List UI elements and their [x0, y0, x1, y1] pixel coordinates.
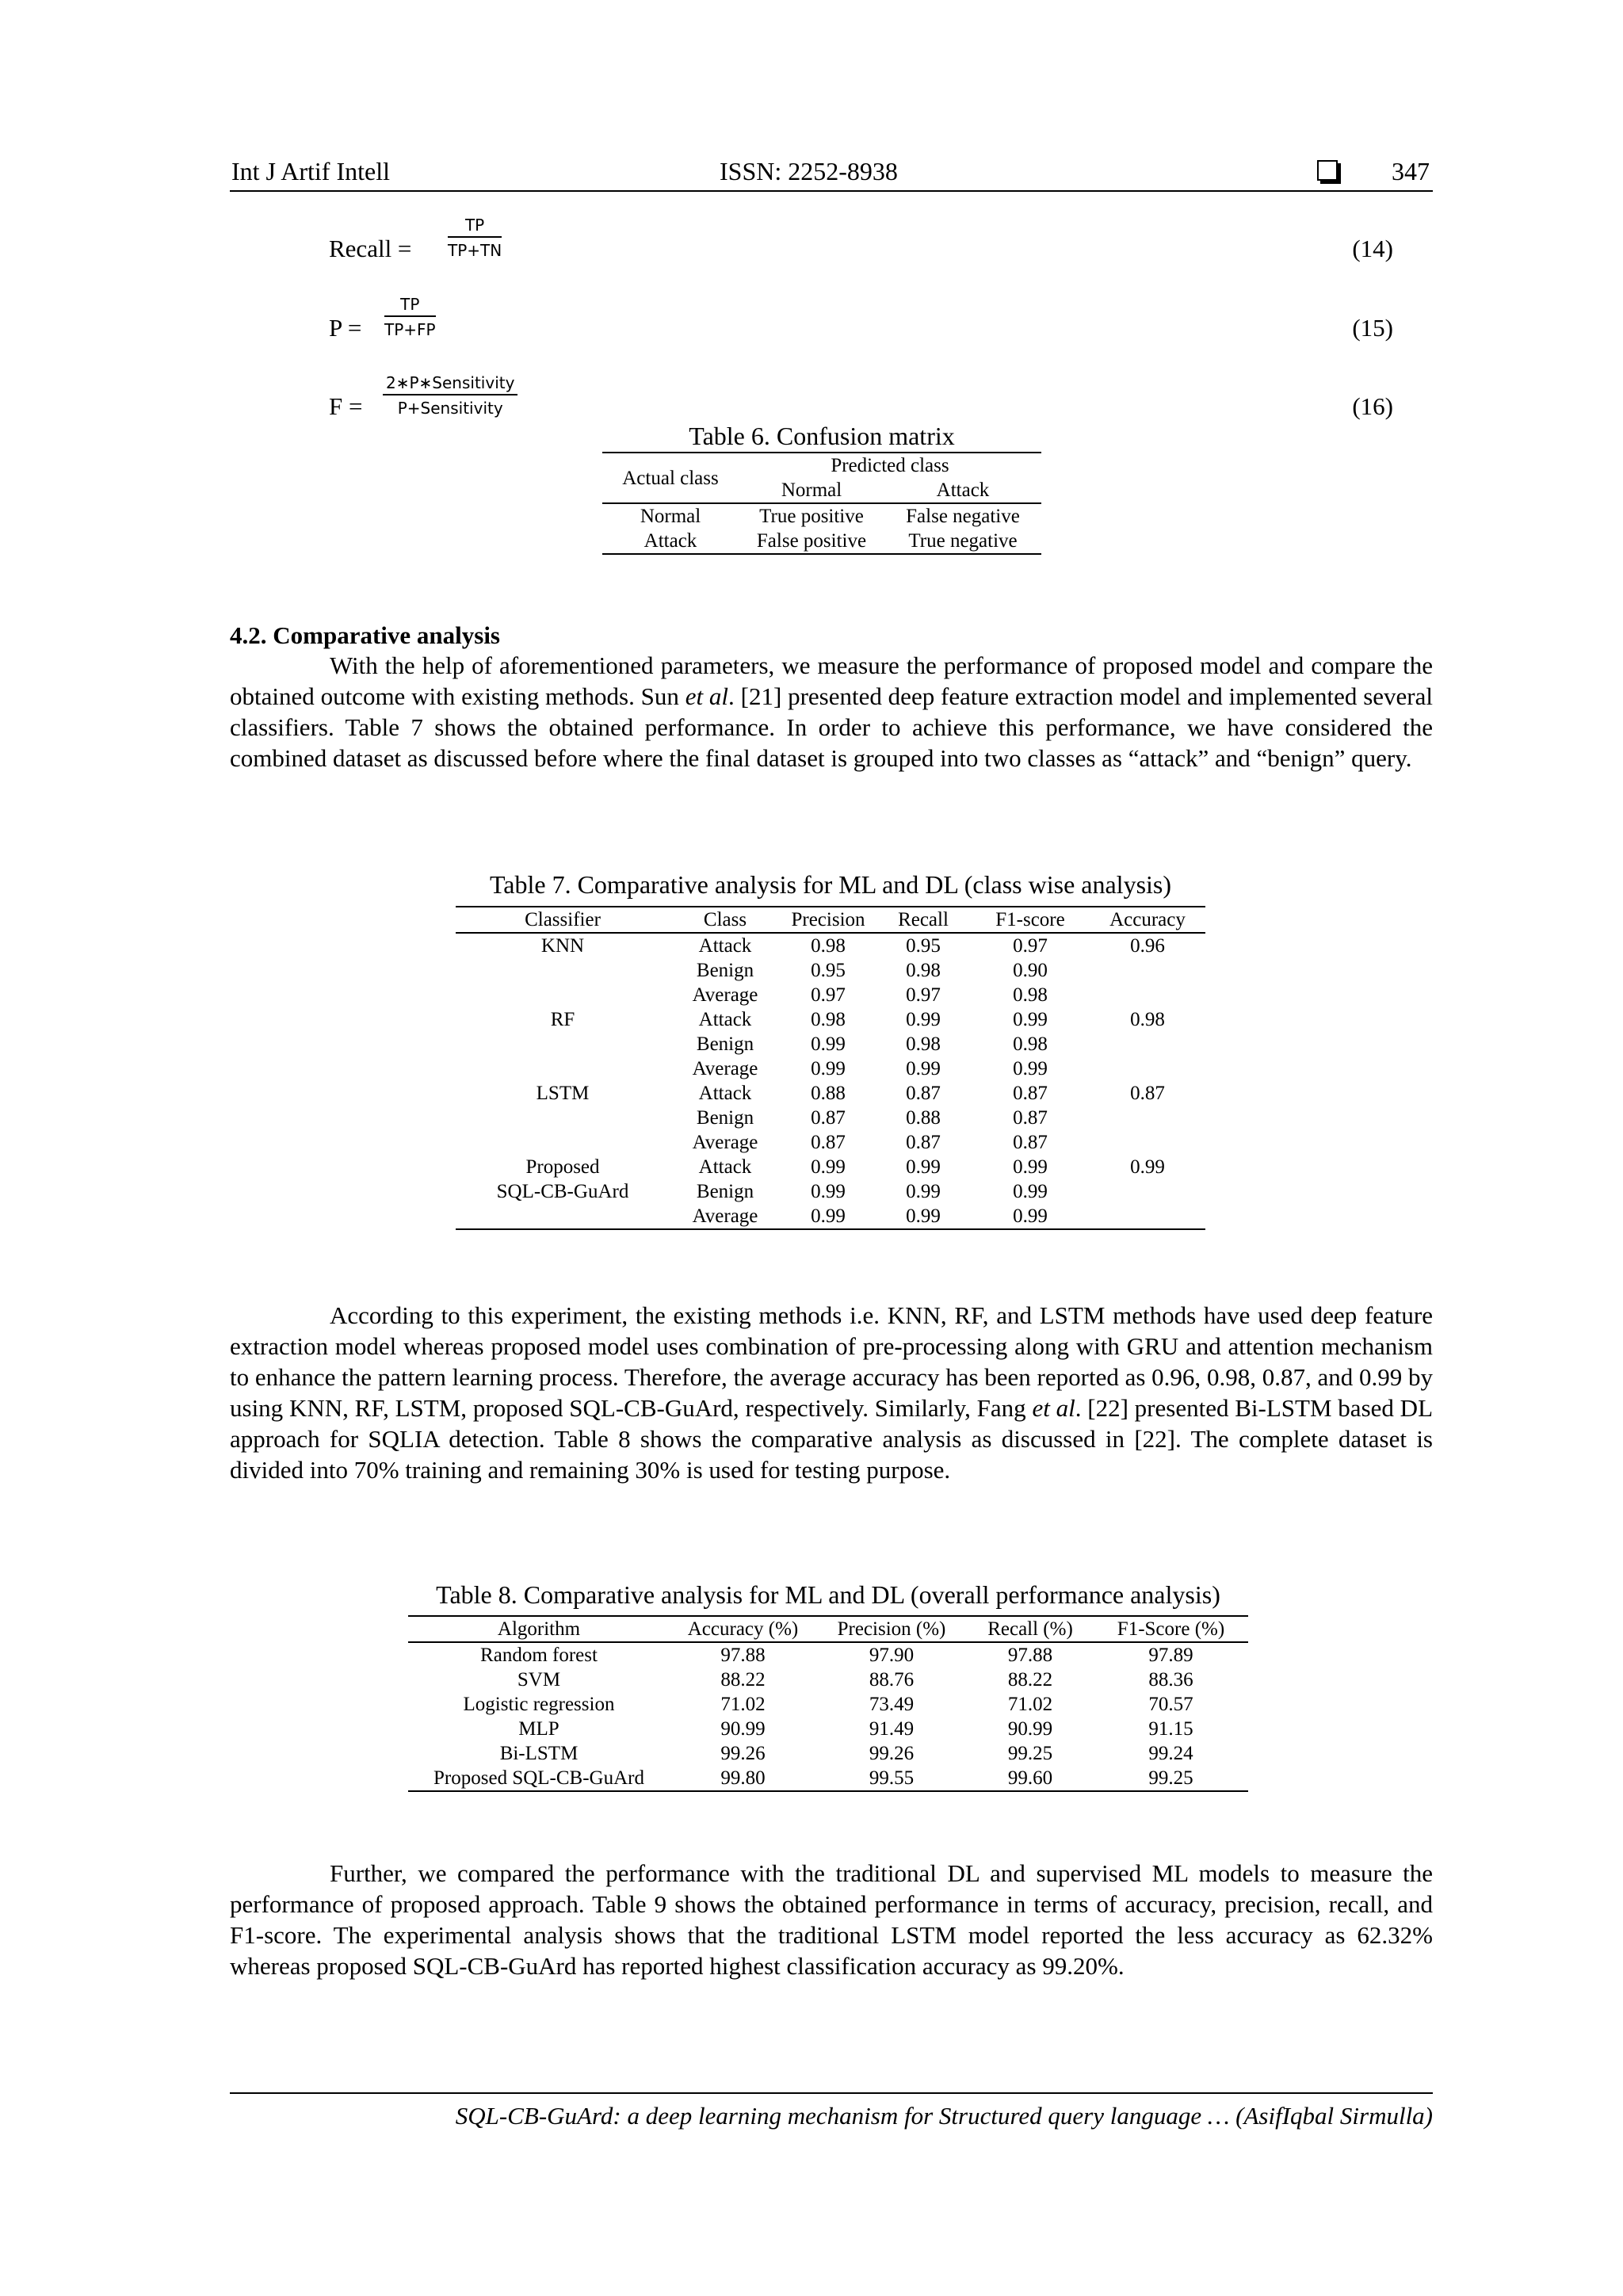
table8-cell: 99.60: [1007, 1767, 1053, 1789]
table8-cell: 97.89: [1148, 1645, 1193, 1666]
table8-cell: Bi-LSTM: [499, 1743, 579, 1764]
table7-cell: [456, 1056, 670, 1081]
paragraph-text: According to this experiment, the existing methods i.e. KNN, RF, and LSTM methods have used deep feature extraction model whereas proposed model uses combination of pre-processing along with GRU and attention mechanism to enhance the pattern learning process. Therefore, the average accuracy has been reported as 0.96, 0.98, 0.87, and 0.99 by using KNN, RF, LSTM, proposed SQL-CB-GuArd, respectively. Similarly, Fang: [230, 1301, 1433, 1422]
table8-cell: 97.90: [869, 1645, 915, 1666]
equation-lhs: P =: [329, 314, 362, 342]
equation-lhs: Recall =: [329, 235, 412, 262]
table-row: [456, 1032, 1205, 1056]
table8-cell: 71.02: [1007, 1694, 1053, 1715]
paragraph-3: Further, we compared the performance with the traditional DL and supervised ML models to measure the performance of proposed approach. Table 9 shows the obtained performance in terms of accuracy, precision, recall, and F1-score. The experimental analysis shows that the traditional LSTM model reported the less accuracy as 62.32% whereas proposed SQL-CB-GuArd has reported highest classification accuracy as 99.20%.: [230, 1859, 1433, 1980]
table8-cell: 88.76: [869, 1669, 915, 1690]
table-row: [456, 1106, 1205, 1130]
page-number: 347: [1392, 157, 1430, 185]
table7-cell: 0.87: [1013, 1132, 1048, 1153]
table8-cell: 88.36: [1148, 1669, 1193, 1690]
table8-cell: 73.49: [869, 1694, 915, 1715]
table6-cell: False negative: [906, 506, 1020, 527]
table8-column-header: Precision (%): [837, 1618, 946, 1640]
table7-cell: 0.99: [906, 1009, 941, 1030]
table8-cell: 88.22: [1007, 1669, 1053, 1690]
table7-cell: 0.97: [811, 984, 846, 1006]
paragraph-text: . [22] presented Bi-LSTM based DL approach for SQLIA detection. Table 8 shows the comparative analysis as discussed in [22]. The complete dataset is divided into 70% training and remaining 30% is used for testing purpose.: [230, 1394, 1433, 1484]
table7-column-header: F1-score: [995, 909, 1065, 930]
table7-cell: [1090, 983, 1205, 1007]
table7-cell: 0.99: [906, 1181, 941, 1202]
table8-cell: 97.88: [720, 1645, 766, 1666]
fraction-denominator: TP+TN: [448, 241, 502, 260]
table7-cell: [1090, 1032, 1205, 1056]
running-header: [230, 151, 1433, 192]
table7-cell: 0.87: [811, 1107, 846, 1129]
table-row: [456, 1204, 1205, 1229]
table7-cell: Benign: [696, 960, 754, 981]
fraction-numerator: TP: [384, 295, 436, 317]
table7-cell: [1090, 1179, 1205, 1204]
table-row: [408, 1642, 1248, 1668]
table-row: [456, 1081, 1205, 1106]
table7-cell: [1090, 1056, 1205, 1081]
table8-cell: 88.22: [720, 1669, 766, 1690]
table7-cell: 0.98: [1013, 984, 1048, 1006]
equation-number: (15): [1352, 314, 1393, 342]
table7-cell: 0.99: [811, 1058, 846, 1079]
table8-cell: 71.02: [720, 1694, 766, 1715]
table8-overall: [408, 1615, 1248, 1792]
table8-cell: Proposed SQL-CB-GuArd: [433, 1767, 644, 1789]
table8-column-header: Algorithm: [497, 1618, 581, 1640]
equation-lhs: F =: [329, 392, 363, 420]
table-row: [456, 933, 1205, 958]
table-row: [456, 1056, 1205, 1081]
table-row: [408, 1692, 1248, 1717]
equation-14: [329, 216, 1393, 279]
table6-confusion-matrix: [602, 452, 1041, 555]
table7-cell: 0.99: [811, 1181, 846, 1202]
table8-cell: 70.57: [1148, 1694, 1193, 1715]
table7-cell: 0.99: [1013, 1181, 1048, 1202]
section-heading: 4.2. Comparative analysis: [230, 621, 500, 649]
table7-cell: LSTM: [536, 1083, 590, 1104]
table7-cell: 0.97: [1013, 935, 1048, 957]
table8-cell: 99.80: [720, 1767, 766, 1789]
table7-cell: Attack: [698, 935, 752, 957]
table8-cell: SVM: [517, 1669, 561, 1690]
table-row: [408, 1741, 1248, 1766]
table7-cell: 0.99: [906, 1156, 941, 1178]
table7-column-header: Classifier: [525, 909, 601, 930]
table8-cell: 90.99: [720, 1718, 766, 1740]
equation-fraction: [448, 216, 502, 260]
table7-cell: Attack: [698, 1156, 752, 1178]
table8-cell: MLP: [518, 1718, 559, 1740]
table7-cell: [1090, 1204, 1205, 1229]
table8-cell: 91.15: [1148, 1718, 1193, 1740]
table7-cell: 0.98: [811, 935, 846, 957]
table-row: [408, 1766, 1248, 1791]
fraction-denominator: P+Sensitivity: [397, 399, 503, 418]
table7-cell: Average: [692, 984, 758, 1006]
table-row: [456, 1130, 1205, 1155]
table7-cell: 0.88: [906, 1107, 941, 1129]
table-row: [456, 1007, 1205, 1032]
table8-column-header: Recall (%): [987, 1618, 1073, 1640]
table7-cell: [456, 983, 670, 1007]
paragraph-text: With the help of aforementioned parameters, we measure the performance of proposed model and compare the obtained outcome with existing methods. Sun: [230, 651, 1433, 710]
table7-cell: 0.87: [1013, 1107, 1048, 1129]
table-row: [602, 529, 1041, 554]
table7-cell: 0.99: [1130, 1156, 1165, 1178]
table8-column-header: Accuracy (%): [687, 1618, 799, 1640]
table7-cell: Average: [692, 1205, 758, 1227]
table8-cell: 99.55: [869, 1767, 915, 1789]
paragraph-2: [230, 1300, 1433, 1485]
table7-cell: 0.97: [906, 984, 941, 1006]
table8-cell: 99.25: [1148, 1767, 1193, 1789]
table7-column-header: Precision: [791, 909, 865, 930]
table7-cell: 0.98: [811, 1009, 846, 1030]
table7-cell: 0.98: [906, 960, 941, 981]
table-row: [456, 1155, 1205, 1179]
table6-actual-class-header: Actual class: [622, 467, 719, 489]
table7-cell: 0.90: [1013, 960, 1048, 981]
table7-cell: 0.87: [1130, 1083, 1165, 1104]
table7-cell: 0.99: [906, 1058, 941, 1079]
table6-col-normal: Normal: [781, 479, 842, 501]
table7-cell: 0.99: [906, 1205, 941, 1227]
table7-cell: 0.99: [811, 1156, 846, 1178]
table7-cell: RF: [550, 1009, 575, 1030]
table8-cell: 97.88: [1007, 1645, 1053, 1666]
table6-caption: Table 6. Confusion matrix: [689, 422, 955, 450]
table7-cell: [1090, 958, 1205, 983]
fraction-numerator: TP: [448, 216, 502, 238]
table7-cell: Attack: [698, 1009, 752, 1030]
equation-fraction: [384, 295, 436, 339]
equation-15: [329, 295, 1393, 358]
table8-cell: 99.26: [869, 1743, 915, 1764]
table8-cell: 99.26: [720, 1743, 766, 1764]
fraction-numerator: 2∗P∗Sensitivity: [383, 373, 517, 395]
table7-cell: 0.87: [906, 1132, 941, 1153]
table7-cell: Average: [692, 1132, 758, 1153]
paragraph-1: [230, 650, 1433, 774]
table7-cell: [456, 1032, 670, 1056]
table7-class-wise: [456, 906, 1205, 1230]
table7-cell: [456, 1130, 670, 1155]
table6-cell: False positive: [756, 530, 867, 552]
journal-name: Int J Artif Intell: [231, 157, 390, 185]
table7-cell: [1090, 1130, 1205, 1155]
table8-cell: 91.49: [869, 1718, 915, 1740]
table7-cell: 0.99: [811, 1033, 846, 1055]
table7-cell: [456, 958, 670, 983]
table7-cell: 0.99: [1013, 1156, 1048, 1178]
table6-cell: True positive: [759, 506, 864, 527]
equation-number: (16): [1352, 392, 1393, 420]
table7-cell: 0.95: [906, 935, 941, 957]
paragraph-text: . [21] presented deep feature extraction model and implemented several classifiers. Table 7 shows the obtained performance. In order to achieve this performance, we have considered the combined dataset as discussed before where the final dataset is grouped into two classes as “attack” and “benign” query.: [230, 682, 1433, 772]
table7-cell: 0.88: [811, 1083, 846, 1104]
table-row: [602, 503, 1041, 529]
square-icon: [1317, 160, 1338, 181]
table7-cell: Average: [692, 1058, 758, 1079]
table7-header-row: [456, 907, 1205, 933]
table7-cell: [1090, 1106, 1205, 1130]
table-row: [456, 958, 1205, 983]
table7-cell: Benign: [696, 1107, 754, 1129]
fraction-denominator: TP+FP: [384, 320, 436, 339]
paragraph-italic: et al: [685, 682, 729, 710]
table7-cell: 0.87: [1013, 1083, 1048, 1104]
table7-cell: 0.99: [1013, 1058, 1048, 1079]
table7-cell: Benign: [696, 1181, 754, 1202]
table7-cell: [456, 1204, 670, 1229]
table7-column-header: Recall: [898, 909, 949, 930]
equation-fraction: [383, 373, 517, 418]
table7-cell: Proposed: [525, 1156, 600, 1178]
table7-cell: 0.99: [1013, 1205, 1048, 1227]
table8-cell: 99.24: [1148, 1743, 1193, 1764]
table7-cell: KNN: [540, 935, 585, 957]
table7-cell: 0.87: [906, 1083, 941, 1104]
table8-header-row: [408, 1616, 1248, 1642]
table8-cell: Random forest: [480, 1645, 598, 1666]
table7-cell: 0.87: [811, 1132, 846, 1153]
table7-cell: 0.95: [811, 960, 846, 981]
table8-cell: 90.99: [1007, 1718, 1053, 1740]
table8-cell: 99.25: [1007, 1743, 1053, 1764]
table7-cell: SQL-CB-GuArd: [496, 1181, 629, 1202]
table7-cell: 0.99: [1013, 1009, 1048, 1030]
paragraph-italic: et al: [1032, 1394, 1075, 1422]
table7-column-header: Class: [703, 909, 747, 930]
table6-cell: Normal: [640, 506, 701, 527]
table-row: [456, 1179, 1205, 1204]
table6-predicted-class-header: Predicted class: [831, 455, 949, 476]
table8-caption: Table 8. Comparative analysis for ML and DL (overall performance analysis): [436, 1580, 1220, 1609]
table7-cell: 0.98: [906, 1033, 941, 1055]
table7-column-header: Accuracy: [1109, 909, 1186, 930]
table8-cell: Logistic regression: [463, 1694, 615, 1715]
table8-column-header: F1-Score (%): [1117, 1618, 1225, 1640]
equation-number: (14): [1352, 235, 1393, 262]
table-row: [408, 1668, 1248, 1692]
table7-cell: Benign: [696, 1033, 754, 1055]
table7-cell: 0.98: [1130, 1009, 1165, 1030]
table6-cell: True negative: [908, 530, 1018, 552]
table7-caption: Table 7. Comparative analysis for ML and DL (class wise analysis): [489, 870, 1172, 899]
table7-cell: [456, 1106, 670, 1130]
table6-cell: Attack: [643, 530, 697, 552]
running-footer: SQL-CB-GuArd: a deep learning mechanism for Structured query language … (AsifIqbal Sirmulla): [230, 2092, 1433, 2130]
issn: ISSN: 2252-8938: [720, 157, 898, 185]
table7-cell: 0.98: [1013, 1033, 1048, 1055]
table6-col-attack: Attack: [936, 479, 990, 501]
table7-cell: 0.99: [811, 1205, 846, 1227]
table-row: [408, 1717, 1248, 1741]
table7-cell: 0.96: [1130, 935, 1165, 957]
table-row: [456, 983, 1205, 1007]
table7-cell: Attack: [698, 1083, 752, 1104]
